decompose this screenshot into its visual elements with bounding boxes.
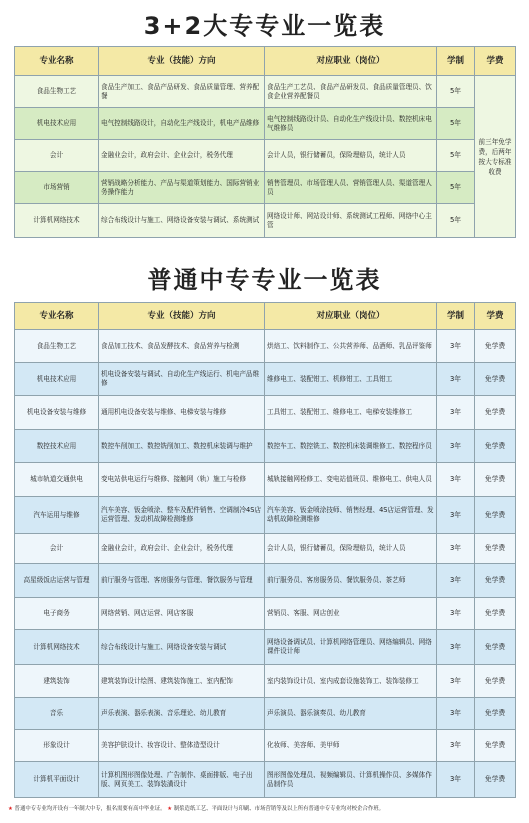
major-direction: 前厅服务与管理、客房服务与管理、餐饮服务与管理 — [99, 564, 265, 598]
major-name: 计算机平面设计 — [15, 762, 99, 798]
major-fee: 免学费 — [475, 363, 516, 396]
table-row — [15, 463, 516, 497]
footnote-text-2: 制浆造纸工艺、平面设计与印刷、市场营销等及以上所有普通中专专业均对校企合作班。 — [172, 806, 385, 812]
table-row — [15, 730, 516, 762]
major-jobs: 城轨接触网检修工、变电站值班员、维修电工、供电人员 — [265, 463, 437, 497]
major-years: 3年 — [437, 463, 475, 497]
major-years: 3年 — [437, 564, 475, 598]
major-direction: 电气控制线路设计，自动化生产线设计，机电产品维修 — [99, 108, 265, 140]
major-fee: 免学费 — [475, 762, 516, 798]
major-fee: 免学费 — [475, 665, 516, 698]
major-name: 会计 — [15, 534, 99, 564]
table-row — [15, 762, 516, 798]
major-jobs: 汽车美容、钣金喷涂技师、销售经理、4S店运营管理、发动机故障检测维修 — [265, 497, 437, 534]
major-years: 3年 — [437, 430, 475, 463]
header-years: 学制 — [437, 47, 475, 76]
major-name: 机电技术应用 — [15, 363, 99, 396]
header-fee: 学费 — [475, 303, 516, 330]
table-row — [15, 665, 516, 698]
major-name: 高星级饭店运营与管理 — [15, 564, 99, 598]
table-row — [15, 497, 516, 534]
major-years: 5年 — [437, 140, 475, 172]
major-years: 3年 — [437, 730, 475, 762]
table-row — [15, 330, 516, 363]
major-direction: 数控车削加工、数控铣削加工、数控机床装调与维护 — [99, 430, 265, 463]
major-name: 机电设备安装与维修 — [15, 396, 99, 430]
major-direction: 营销战略分析能力、产品与渠道策划能力、国际营销业务操作能力 — [99, 172, 265, 204]
major-direction: 计算机图形图像处理、广告制作、桌面排版、电子出版、网页美工、装饰装潢设计 — [99, 762, 265, 798]
major-direction: 综合布线设计与施工、网络设备安装与调试、系统测试 — [99, 204, 265, 238]
major-years: 3年 — [437, 497, 475, 534]
secondary-program-table — [14, 302, 516, 798]
major-years: 3年 — [437, 534, 475, 564]
major-jobs: 声乐演员、器乐演奏员、幼儿教育 — [265, 698, 437, 730]
table-row — [15, 108, 516, 140]
major-jobs: 会计人员，银行储蓄员，保险理赔员，统计人员 — [265, 534, 437, 564]
major-jobs: 前厅服务员、客房服务员、餐饮服务员、茶艺师 — [265, 564, 437, 598]
header-direction: 专业（技能）方向 — [99, 303, 265, 330]
major-fee: 免学费 — [475, 598, 516, 630]
major-direction: 食品加工技术、食品发酵技术、食品营养与检测 — [99, 330, 265, 363]
major-jobs: 室内装饰设计员、室内成套设施装饰工、装饰装修工 — [265, 665, 437, 698]
table-row — [15, 204, 516, 238]
major-fee: 免学费 — [475, 430, 516, 463]
header-years: 学制 — [437, 303, 475, 330]
major-direction: 金融业会计，政府会计、企业会计，税务代理 — [99, 140, 265, 172]
header-major: 专业名称 — [15, 303, 99, 330]
footnote-text-1: 普通中专专业均开设有一年制大中专，报名需要有高中毕业证。 — [12, 806, 166, 812]
major-years: 5年 — [437, 172, 475, 204]
footnote — [8, 803, 521, 815]
major-fee: 免学费 — [475, 698, 516, 730]
major-years: 3年 — [437, 698, 475, 730]
major-name: 食品生物工艺 — [15, 330, 99, 363]
table-row — [15, 430, 516, 463]
table-row — [15, 564, 516, 598]
major-direction: 汽车美容、钣金喷涂、整车及配件销售、空调制冷4S店运营管理、发动机故障检测维修 — [99, 497, 265, 534]
header-direction: 专业（技能）方向 — [99, 47, 265, 76]
major-fee: 免学费 — [475, 534, 516, 564]
major-jobs: 营销员、客服、网店创业 — [265, 598, 437, 630]
major-name: 会计 — [15, 140, 99, 172]
major-years: 3年 — [437, 598, 475, 630]
star-icon: ★ — [8, 806, 13, 812]
table-row — [15, 172, 516, 204]
table-row — [15, 598, 516, 630]
major-name: 城市轨道交通供电 — [15, 463, 99, 497]
table-row — [15, 698, 516, 730]
major-jobs: 销售管理员、市场管理人员、营销管理人员、渠道管理人员 — [265, 172, 437, 204]
major-years: 5年 — [437, 108, 475, 140]
major-jobs: 会计人员，银行储蓄员，保险理赔员，统计人员 — [265, 140, 437, 172]
major-jobs: 电气控制线路设计员、自动化生产线设计员、数控机床电气维修员 — [265, 108, 437, 140]
major-direction: 网络营销、网店运营、网店客服 — [99, 598, 265, 630]
table-row — [15, 363, 516, 396]
major-jobs: 化妆师、美容师、美甲师 — [265, 730, 437, 762]
major-jobs: 烘焙工、饮料制作工、公共营养师、品酒师、乳品评鉴师 — [265, 330, 437, 363]
major-name: 数控技术应用 — [15, 430, 99, 463]
major-years: 3年 — [437, 330, 475, 363]
major-years: 3年 — [437, 396, 475, 430]
major-direction: 金融业会计，政府会计、企业会计，税务代理 — [99, 534, 265, 564]
header-major: 专业名称 — [15, 47, 99, 76]
major-name: 建筑装饰 — [15, 665, 99, 698]
table-row — [15, 534, 516, 564]
major-jobs: 工具钳工、装配钳工、维修电工、电梯安装维修工 — [265, 396, 437, 430]
table1-header-row — [15, 47, 516, 76]
table2-header-row — [15, 303, 516, 330]
major-fee: 免学费 — [475, 564, 516, 598]
major-years: 3年 — [437, 665, 475, 698]
table-row — [15, 396, 516, 430]
major-years: 5年 — [437, 204, 475, 238]
major-direction: 通用机电设备安装与维修、电梯安装与维修 — [99, 396, 265, 430]
major-direction: 机电设备安装与调试、自动化生产线运行、机电产品维修 — [99, 363, 265, 396]
table-row — [15, 76, 516, 108]
major-fee: 免学费 — [475, 630, 516, 665]
major-name: 计算机网络技术 — [15, 630, 99, 665]
major-fee: 免学费 — [475, 730, 516, 762]
major-name: 计算机网络技术 — [15, 204, 99, 238]
major-fee: 免学费 — [475, 396, 516, 430]
major-years: 3年 — [437, 762, 475, 798]
table2-title: 普通中专专业一览表 — [147, 266, 382, 294]
major-direction: 综合布线设计与施工、网络设备安装与调试 — [99, 630, 265, 665]
major-jobs: 维修电工、装配钳工、机修钳工、工具钳工 — [265, 363, 437, 396]
table-row — [15, 630, 516, 665]
major-years: 3年 — [437, 630, 475, 665]
3plus2-program-table — [14, 46, 516, 238]
star-icon: ★ — [167, 806, 173, 812]
major-jobs: 数控车工、数控铣工、数控机床装调维修工、数控程序员 — [265, 430, 437, 463]
header-jobs: 对应职业（岗位） — [265, 47, 437, 76]
major-fee: 免学费 — [475, 497, 516, 534]
major-years: 3年 — [437, 363, 475, 396]
major-fee: 免学费 — [475, 330, 516, 363]
major-name: 音乐 — [15, 698, 99, 730]
major-name: 电子商务 — [15, 598, 99, 630]
major-name: 市场营销 — [15, 172, 99, 204]
major-years: 5年 — [437, 76, 475, 108]
major-direction: 建筑装饰设计绘图、建筑装饰施工、室内配饰 — [99, 665, 265, 698]
major-direction: 食品生产加工、食品产品研发、食品质量管理、营养配餐 — [99, 76, 265, 108]
header-jobs: 对应职业（岗位） — [265, 303, 437, 330]
major-jobs: 网络设备调试员、计算机网络管理员、网络编辑员、网络课件设计师 — [265, 630, 437, 665]
major-jobs: 图形图像处理员、视频编辑员、计算机操作员、多媒体作品制作员 — [265, 762, 437, 798]
major-name: 食品生物工艺 — [15, 76, 99, 108]
major-direction: 变电站供电运行与维修、接触网（轨）施工与检修 — [99, 463, 265, 497]
table1-title: 3+2大专专业一览表 — [143, 12, 386, 40]
header-fee: 学费 — [475, 47, 516, 76]
tuition-note: 前三年免学费，后两年按大专标准收费 — [475, 76, 516, 238]
major-jobs: 食品生产工艺员、食品产品研发员、食品质量管理员、饮食企业营养配餐员 — [265, 76, 437, 108]
major-name: 形象设计 — [15, 730, 99, 762]
major-direction: 声乐表演、器乐表演、音乐理论、幼儿教育 — [99, 698, 265, 730]
major-name: 机电技术应用 — [15, 108, 99, 140]
major-fee: 免学费 — [475, 463, 516, 497]
table-row — [15, 140, 516, 172]
major-name: 汽车运用与维修 — [15, 497, 99, 534]
major-direction: 美容护肤设计、妆容设计、整体造型设计 — [99, 730, 265, 762]
major-jobs: 网络设计师、网站设计师、系统测试工程师、网络中心主管 — [265, 204, 437, 238]
